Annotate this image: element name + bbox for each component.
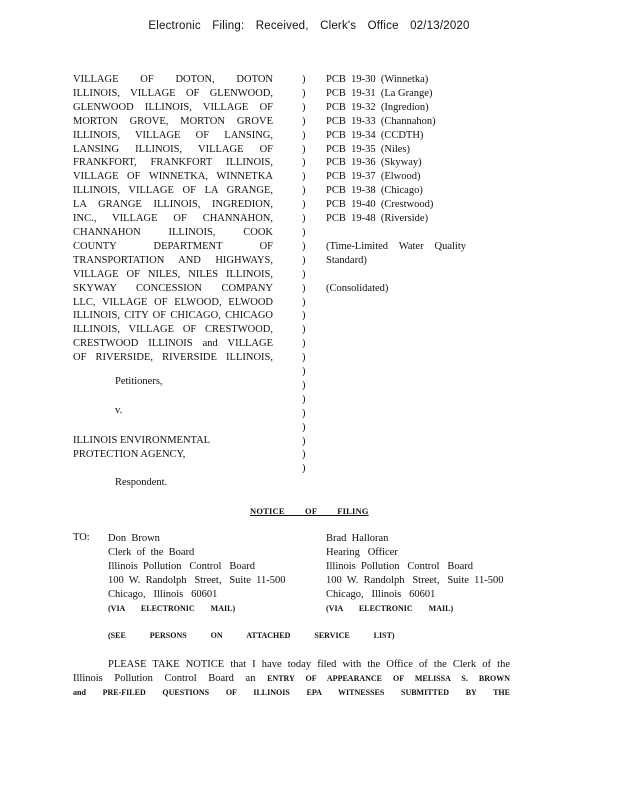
case-number: PCB 19-30 (Winnetka) (326, 74, 429, 85)
case-number: PCB 19-48 (Riverside) (326, 213, 429, 225)
delivery-method: (VIA ELECTRONIC MAIL) (108, 603, 236, 613)
body-line (73, 672, 510, 686)
petitioner-line: OF RIVERSIDE, RIVERSIDE ILLINOIS, (73, 352, 273, 364)
caption-paren: ) (302, 338, 306, 350)
petitioner-line: FRANKFORT, FRANKFORT ILLINOIS, (73, 157, 273, 169)
petitioner-line: ILLINOIS, VILLAGE OF LANSING, (73, 129, 273, 141)
caption-paren: ) (302, 213, 306, 225)
address-line: Brad Halloran (326, 533, 389, 544)
case-number: PCB 19-32 (Ingredion) (326, 101, 429, 113)
petitioner-line: ILLINOIS, VILLAGE OF LA GRANGE, (73, 185, 273, 197)
caption-paren: ) (302, 199, 306, 211)
address-line: Clerk of the Board (108, 546, 195, 558)
petitioner-line: GLENWOOD ILLINOIS, VILLAGE OF (73, 101, 273, 113)
petitioner-line: INC., VILLAGE OF CHANNAHON, (73, 213, 273, 225)
caption-paren: ) (302, 171, 306, 183)
address-line: Chicago, Illinois 60601 (326, 588, 436, 600)
notice-body-paragraph (73, 658, 510, 700)
to-label: TO: (73, 532, 90, 543)
petitioner-line: MORTON GROVE, MORTON GROVE (73, 115, 273, 127)
caption-paren: ) (302, 310, 306, 322)
versus-label: v. (115, 405, 123, 416)
case-number: PCB 19-35 (Niles) (326, 143, 410, 155)
petitioner-line: COUNTY DEPARTMENT OF (73, 240, 273, 252)
address-line: 100 W. Randolph Street, Suite 11-500 (108, 574, 286, 586)
petitioner-line: VILLAGE OF DOTON, DOTON (73, 74, 273, 85)
delivery-method: (VIA ELECTRONIC MAIL) (326, 603, 454, 613)
address-line: Don Brown (108, 533, 160, 544)
case-number: PCB 19-33 (Channahon) (326, 115, 436, 127)
notice-of-filing-title: NOTICE OF FILING (250, 506, 369, 516)
petitioner-line: CHANNAHON ILLINOIS, COOK (73, 226, 273, 238)
petitioner-line: LLC, VILLAGE OF ELWOOD, ELWOOD (73, 296, 273, 308)
body-text: Illinois Pollution Control Board an (73, 673, 256, 684)
caption-parentheses (302, 73, 306, 476)
caption-paren: ) (302, 101, 306, 113)
caption-paren: ) (302, 449, 306, 461)
document-title-text: ENTRY OF APPEARANCE OF MELISSA S. BROWN (267, 674, 510, 683)
consolidated-label: (Consolidated) (326, 283, 389, 294)
case-number: PCB 19-31 (La Grange) (326, 87, 433, 99)
petitioner-line: TRANSPORTATION AND HIGHWAYS, (73, 254, 273, 266)
respondent-line: ILLINOIS ENVIRONMENTAL (73, 435, 211, 446)
petitioners-caption (73, 73, 273, 365)
caption-paren: ) (302, 421, 306, 433)
petitioner-line: VILLAGE OF WINNETKA, WINNETKA (73, 171, 273, 183)
address-line: 100 W. Randolph Street, Suite 11-500 (326, 574, 504, 586)
petitioners-label: Petitioners, (115, 376, 163, 387)
petitioner-line: ILLINOIS, VILLAGE OF GLENWOOD, (73, 87, 273, 99)
caption-paren: ) (302, 282, 306, 294)
respondent-name (73, 434, 209, 462)
caption-paren: ) (302, 435, 306, 447)
caption-paren: ) (302, 157, 306, 169)
caption-paren: ) (302, 254, 306, 266)
standard-line: (Time-Limited Water Quality (326, 241, 466, 252)
case-number: PCB 19-36 (Skyway) (326, 157, 422, 169)
address-line: Illinois Pollution Control Board (326, 560, 474, 572)
caption-paren: ) (302, 87, 306, 99)
standard-line: Standard) (326, 254, 367, 266)
recipient-clerk-address (108, 532, 286, 615)
caption-paren: ) (302, 379, 306, 391)
case-number: PCB 19-37 (Elwood) (326, 171, 421, 183)
caption-paren: ) (302, 352, 306, 364)
address-line: Hearing Officer (326, 546, 398, 558)
caption-paren: ) (302, 115, 306, 127)
caption-paren: ) (302, 296, 306, 308)
caption-paren: ) (302, 324, 306, 336)
address-line: Chicago, Illinois 60601 (108, 588, 218, 600)
recipient-hearing-officer-address (326, 532, 504, 615)
petitioner-line: ILLINOIS, CITY OF CHICAGO, CHICAGO (73, 310, 273, 322)
caption-paren: ) (302, 393, 306, 405)
petitioner-line: LA GRANGE ILLINOIS, INGREDION, (73, 199, 273, 211)
body-line: and PRE-FILED QUESTIONS OF ILLINOIS EPA WITNESSES SUBMITTED BY THE (73, 688, 510, 697)
address-line: Illinois Pollution Control Board (108, 560, 256, 572)
caption-paren: ) (302, 226, 306, 238)
caption-paren: ) (302, 143, 306, 155)
caption-paren: ) (302, 463, 306, 475)
petitioner-line: CRESTWOOD ILLINOIS and VILLAGE (73, 338, 273, 350)
electronic-filing-header: Electronic Filing: Received, Clerk's Office 02/13/2020 (148, 20, 470, 32)
petitioner-line: LANSING ILLINOIS, VILLAGE OF (73, 143, 273, 155)
caption-paren: ) (302, 366, 306, 378)
caption-paren: ) (302, 407, 306, 419)
case-number: PCB 19-40 (Crestwood) (326, 199, 434, 211)
petitioner-line: SKYWAY CONCESSION COMPANY (73, 282, 273, 294)
respondent-label: Respondent. (115, 477, 168, 488)
caption-paren: ) (302, 268, 306, 280)
case-number: PCB 19-34 (CCDTH) (326, 129, 424, 141)
caption-paren: ) (302, 129, 306, 141)
caption-paren: ) (302, 185, 306, 197)
case-numbers-list (326, 73, 436, 226)
petitioner-line: ILLINOIS, VILLAGE OF CRESTWOOD, (73, 324, 273, 336)
body-line: PLEASE TAKE NOTICE that I have today filed with the Office of the Clerk of the (108, 659, 510, 670)
caption-paren: ) (302, 240, 306, 252)
petitioner-line: VILLAGE OF NILES, NILES ILLINOIS, (73, 268, 273, 280)
respondent-line: PROTECTION AGENCY, (73, 448, 186, 460)
case-number: PCB 19-38 (Chicago) (326, 185, 423, 197)
standard-description (326, 240, 466, 268)
service-list-note: (SEE PERSONS ON ATTACHED SERVICE LIST) (108, 631, 395, 640)
caption-paren: ) (302, 74, 306, 85)
